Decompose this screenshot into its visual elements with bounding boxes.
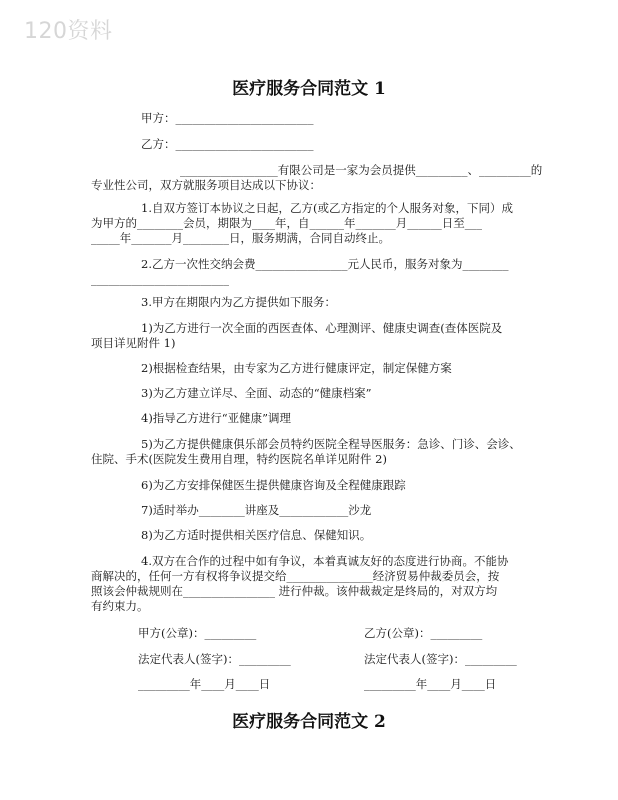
clause-4-line-2: 商解决的，任何一方有权将争议提交给_______________经济贸易仲裁委员会，按	[91, 569, 500, 583]
party-b-date: _________年____月____日	[364, 677, 497, 691]
party-a-date: _________年____月____日	[138, 677, 271, 691]
contract-2-title: 医疗服务合同范文 2	[232, 712, 386, 732]
clause-4-line-3: 照该会仲裁规则在________________ 进行仲裁。该仲裁裁定是终局的，对双方均	[91, 584, 498, 598]
clause-4-line-4: 有约束力。	[91, 599, 149, 613]
clause-3-heading: 3.甲方在期限内为乙方提供如下服务：	[141, 295, 336, 309]
service-5-line-1: 5)为乙方提供健康俱乐部会员特约医院全程导医服务：急诊、门诊、会诊、	[141, 437, 521, 451]
party-a-line: 甲方：________________________	[141, 111, 314, 125]
service-6: 6)为乙方安排保健医生提供健康咨询及全程健康跟踪	[141, 478, 406, 492]
party-b-seal: 乙方(公章)：_________	[364, 626, 483, 640]
party-a-representative: 法定代表人(签字)：_________	[138, 652, 291, 666]
clause-2-line-2: ________________________	[91, 272, 229, 286]
service-1-line-2: 项目详见附件 1)	[91, 336, 176, 350]
intro-line-2: 专业性公司，双方就服务项目达成以下协议：	[91, 178, 321, 192]
clause-1-line-1: 1.自双方签订本协议之日起，乙方(或乙方指定的个人服务对象，下同）成	[141, 201, 513, 215]
watermark-logo: 120资料	[24, 19, 113, 44]
service-4: 4)指导乙方进行“亚健康”调理	[141, 411, 292, 425]
clause-1-line-3: _____年_______月________日，服务期满，合同自动终止。	[91, 231, 390, 245]
contract-1-title: 医疗服务合同范文 1	[232, 79, 386, 99]
clause-4-line-1: 4.双方在合作的过程中如有争议，本着真诚友好的态度进行协商。不能协	[141, 554, 509, 568]
party-a-seal: 甲方(公章)：_________	[138, 626, 257, 640]
intro-line-1: _________________有限公司是一家为会员提供_________、_________的	[180, 163, 543, 177]
service-2: 2)根据检查结果，由专家为乙方进行健康评定，制定保健方案	[141, 361, 452, 375]
clause-2-line-1: 2.乙方一次性交纳会费________________元人民币，服务对象为________	[141, 257, 509, 271]
party-b-line: 乙方：________________________	[141, 137, 314, 151]
clause-1-line-2: 为甲方的________会员，期限为____年，自______年_______月______日至___	[91, 216, 482, 230]
service-3: 3)为乙方建立详尽、全面、动态的“健康档案”	[141, 386, 372, 400]
service-5-line-2: 住院、手术(医院发生费用自理，特约医院名单详见附件 2)	[91, 452, 387, 466]
service-8: 8)为乙方适时提供相关医疗信息、保健知识。	[141, 528, 372, 542]
party-b-representative: 法定代表人(签字)：_________	[364, 652, 517, 666]
service-1-line-1: 1)为乙方进行一次全面的西医查体、心理测评、健康史调查(查体医院及	[141, 321, 503, 335]
service-7: 7)适时举办________讲座及____________沙龙	[141, 503, 372, 517]
